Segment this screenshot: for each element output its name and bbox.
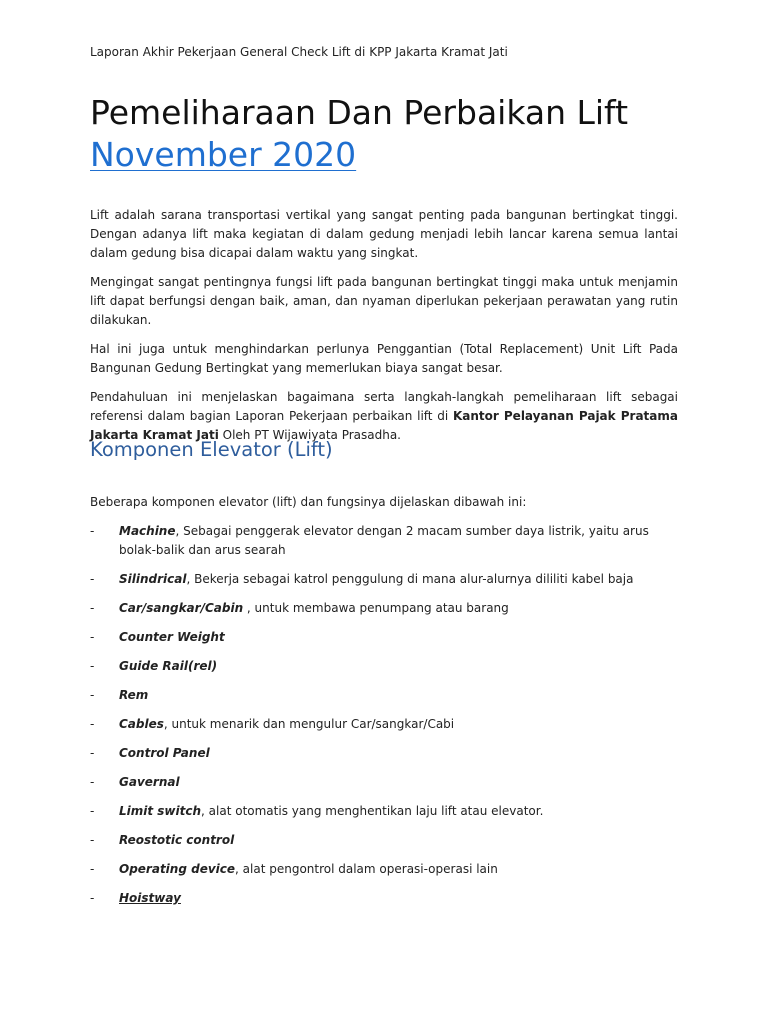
list-item — [90, 599, 680, 618]
list-dash: - — [90, 630, 95, 644]
list-item — [90, 715, 680, 734]
list-dash: - — [90, 804, 95, 818]
list-item — [90, 744, 680, 763]
list-dash: - — [90, 862, 95, 876]
list-dash: - — [90, 775, 95, 789]
intro-section — [90, 206, 678, 455]
title-main: Pemeliharaan Dan Perbaikan Lift — [90, 93, 629, 132]
intro-p4-text: Pendahuluan ini menjelaskan bagaimana serta langkah-langkah pemeliharaan lift sebagai referensi dalam bagian Laporan Pekerjaan perbaikan lift di — [90, 390, 678, 423]
component-desc: , untuk membawa penumpang atau barang — [243, 601, 509, 615]
intro-paragraph-1: Lift adalah sarana transportasi vertikal yang sangat penting pada bangunan bertingkat tinggi. Dengan adanya lift maka kegiatan di dalam gedung menjadi lebih lancar karena semua lantai dalam gedung bisa dicapai dalam waktu yang singkat. — [90, 208, 678, 260]
component-term: Counter Weight — [119, 630, 225, 644]
component-term: Guide Rail(rel) — [119, 659, 218, 673]
list-dash: - — [90, 746, 95, 760]
list-item — [90, 860, 680, 879]
component-term: Machine — [119, 524, 176, 538]
component-desc: , Sebagai penggerak elevator dengan 2 macam sumber daya listrik, yaitu arus bolak-balik dan arus searah — [119, 524, 649, 557]
title-date: November 2020 — [90, 135, 357, 174]
component-term: Hoistway — [119, 891, 181, 905]
intro-p4-end: Oleh PT Wijawiyata Prasadha. — [218, 428, 401, 442]
list-dash: - — [90, 659, 95, 673]
component-term: Limit switch — [119, 804, 202, 818]
component-desc: , untuk menarik dan mengulur Car/sangkar/Cabi — [163, 717, 455, 731]
intro-paragraph-3: Hal ini juga untuk menghindarkan perlunya Penggantian (Total Replacement) Unit Lift Pada Bangunan Gedung Bertingkat yang memerlukan biaya sangat besar. — [90, 342, 678, 375]
section-intro: Beberapa komponen elevator (lift) dan fungsinya dijelaskan dibawah ini: — [90, 495, 527, 509]
list-dash: - — [90, 717, 95, 731]
intro-paragraph-2: Mengingat sangat pentingnya fungsi lift pada bangunan bertingkat tinggi maka untuk menjamin lift dapat berfungsi dengan baik, aman, dan nyaman diperlukan pekerjaan perawatan yang rutin dilakukan. — [90, 275, 678, 327]
list-item — [90, 686, 680, 705]
list-dash: - — [90, 524, 95, 538]
running-header: Laporan Akhir Pekerjaan General Check Lift di KPP Jakarta Kramat Jati — [90, 45, 508, 59]
list-dash: - — [90, 891, 95, 905]
component-desc: , Bekerja sebagai katrol penggulung di mana alur-alurnya dililiti kabel baja — [186, 572, 634, 586]
list-item — [90, 570, 680, 589]
list-item — [90, 889, 680, 908]
document-title — [90, 92, 628, 176]
list-dash: - — [90, 572, 95, 586]
list-dash: - — [90, 688, 95, 702]
component-list — [90, 522, 680, 918]
component-desc: , alat pengontrol dalam operasi-operasi lain — [235, 862, 498, 876]
component-term: Silindrical — [119, 572, 187, 586]
component-term: Gavernal — [119, 775, 180, 789]
list-item — [90, 628, 680, 647]
intro-paragraph-4 — [90, 388, 678, 445]
list-item — [90, 522, 680, 560]
component-term: Operating device — [119, 862, 236, 876]
list-item — [90, 802, 680, 821]
component-desc: , alat otomatis yang menghentikan laju lift atau elevator. — [201, 804, 544, 818]
component-term: Cables — [119, 717, 164, 731]
list-item — [90, 831, 680, 850]
list-item — [90, 773, 680, 792]
component-term: Reostotic control — [119, 833, 235, 847]
component-term: Control Panel — [119, 746, 210, 760]
list-dash: - — [90, 601, 95, 615]
list-item — [90, 657, 680, 676]
component-term: Rem — [119, 688, 149, 702]
section-heading: Komponen Elevator (Lift) — [90, 438, 333, 461]
component-term: Car/sangkar/Cabin — [119, 601, 244, 615]
office-name: Kantor Pelayanan Pajak Pratama Jakarta Kramat Jati — [90, 409, 678, 442]
list-dash: - — [90, 833, 95, 847]
